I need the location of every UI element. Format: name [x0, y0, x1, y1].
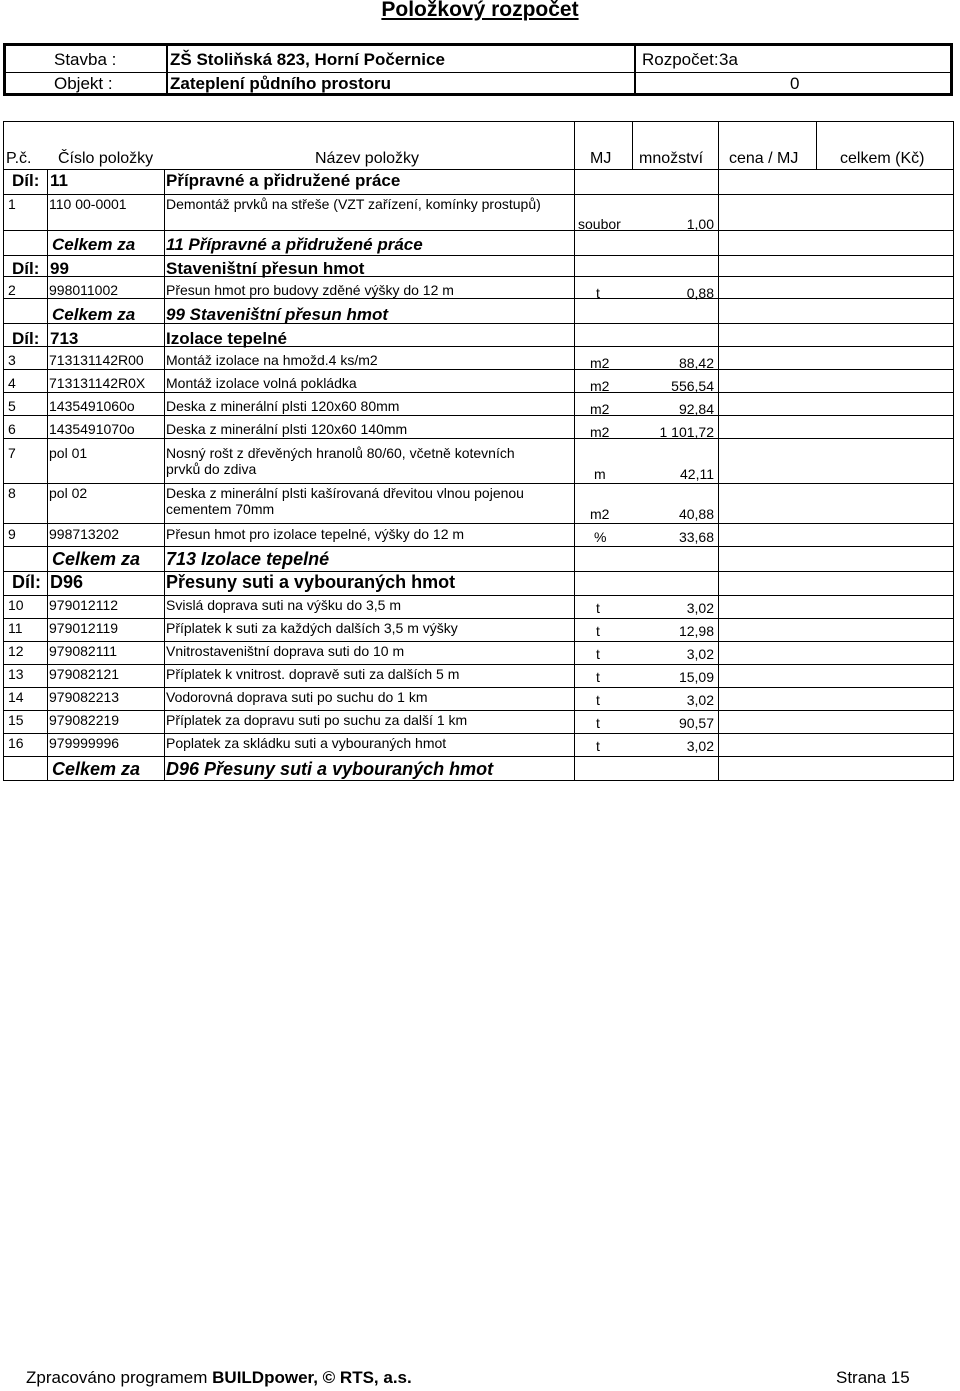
item-name-line2: prvků do zdiva	[166, 461, 257, 477]
item-qty: 42,11	[680, 466, 714, 482]
section-dil-label: Díl:	[12, 171, 40, 190]
item-name: Přesun hmot pro budovy zděné výšky do 12 m	[166, 282, 454, 298]
section-dil-label: Díl:	[12, 572, 41, 592]
item-qty: 40,88	[678, 506, 714, 522]
item-name: Deska z minerální plsti 120x60 80mm	[166, 398, 400, 414]
footer-page-number: Strana 15	[836, 1368, 910, 1387]
item-mj: soubor	[578, 216, 621, 232]
item-mj: m2	[590, 401, 610, 417]
item-code: 998713202	[49, 526, 120, 542]
item-qty: 0,88	[686, 285, 714, 301]
item-pc: 3	[8, 352, 16, 368]
footer-copyright: © RTS, a.s.	[322, 1368, 412, 1387]
section-total-name: 11 Přípravné a přidružené práce	[166, 235, 423, 254]
item-mj: m2	[590, 378, 610, 394]
item-name: Poplatek za skládku suti a vybouraných hmot	[166, 735, 447, 751]
page-title: Položkový rozpočet	[381, 0, 579, 21]
item-pc: 12	[8, 643, 24, 659]
item-qty: 88,42	[678, 355, 714, 371]
item-mj: t	[596, 623, 600, 639]
item-mj: m2	[590, 424, 610, 440]
item-code: pol 01	[49, 445, 88, 461]
col-header-cislo: Číslo položky	[58, 150, 154, 167]
item-mj: t	[596, 285, 600, 301]
footer-credit	[26, 1368, 412, 1388]
item-pc: 11	[8, 620, 23, 636]
item-code: 979012112	[49, 597, 119, 613]
item-qty: 3,02	[686, 600, 714, 616]
section-total-label: Celkem za	[52, 549, 141, 569]
item-qty: 33,68	[678, 529, 714, 545]
project-header	[3, 43, 953, 96]
item-qty: 15,09	[678, 669, 714, 685]
section-code: 11	[50, 171, 68, 190]
item-code: 979082219	[49, 712, 120, 728]
item-code: 979999996	[49, 735, 120, 751]
rozpocet-label: Rozpočet:	[642, 50, 719, 69]
section-total-name: D96 Přesuny suti a vybouraných hmot	[166, 759, 494, 779]
section-code: 713	[50, 329, 79, 348]
item-qty: 92,84	[678, 401, 714, 417]
section-code: 99	[50, 259, 69, 278]
item-mj: m	[594, 466, 606, 482]
item-name: Demontáž prvků na střeše (VZT zařízení, komínky prostupů)	[166, 196, 541, 212]
item-qty: 556,54	[671, 378, 714, 394]
col-header-mj: MJ	[590, 150, 612, 167]
item-mj: t	[596, 669, 600, 685]
item-pc: 1	[8, 196, 16, 212]
section-name: Izolace tepelné	[166, 329, 287, 348]
section-dil-label: Díl:	[12, 259, 40, 278]
item-name: Montáž izolace volná pokládka	[166, 375, 357, 391]
section-total-label: Celkem za	[52, 305, 136, 324]
item-pc: 15	[8, 712, 24, 728]
objekt-value: Zateplení půdního prostoru	[170, 74, 391, 93]
section-code: D96	[50, 572, 84, 592]
item-pc: 16	[8, 735, 24, 751]
item-qty: 3,02	[686, 646, 714, 662]
col-header-cena: cena / MJ	[729, 150, 799, 167]
item-pc: 8	[8, 485, 16, 501]
item-qty: 1 101,72	[659, 424, 714, 440]
item-pc: 2	[8, 282, 16, 298]
item-name: Deska z minerální plsti kašírovaná dřevitou vlnou pojenou	[166, 485, 524, 501]
item-code: 998011002	[49, 282, 119, 298]
item-pc: 10	[8, 597, 24, 613]
item-code: 713131142R00	[49, 352, 144, 368]
item-mj: m2	[590, 355, 610, 371]
item-name: Nosný rošt z dřevěných hranolů 80/60, včetně kotevních	[166, 445, 515, 461]
section-dil-label: Díl:	[12, 329, 40, 348]
col-header-pc: P.č.	[6, 150, 32, 167]
item-code: pol 02	[49, 485, 88, 501]
item-qty: 90,57	[678, 715, 714, 731]
item-qty: 1,00	[686, 216, 714, 232]
section-total-label: Celkem za	[52, 235, 136, 254]
objekt-label: Objekt :	[54, 74, 113, 93]
item-pc: 9	[8, 526, 16, 542]
section-total-name: 713 Izolace tepelné	[166, 549, 330, 569]
item-mj: t	[596, 692, 600, 708]
item-pc: 13	[8, 666, 24, 682]
item-pc: 7	[8, 445, 16, 461]
item-name: Deska z minerální plsti 120x60 140mm	[166, 421, 408, 437]
section-total-label: Celkem za	[52, 759, 141, 779]
item-qty: 3,02	[686, 738, 714, 754]
item-code: 979082111	[49, 643, 117, 659]
col-header-nazev: Název položky	[315, 150, 420, 167]
section-name: Přesuny suti a vybouraných hmot	[166, 572, 456, 592]
rozpocet-value: 3a	[719, 50, 738, 69]
item-mj: t	[596, 715, 600, 731]
item-mj: %	[594, 529, 607, 545]
item-mj: t	[596, 600, 600, 616]
item-name: Svislá doprava suti na výšku do 3,5 m	[166, 597, 402, 613]
item-name: Přesun hmot pro izolace tepelné, výšky do 12 m	[166, 526, 465, 542]
item-name: Příplatek k suti za každých dalších 3,5 m výšky	[166, 620, 458, 636]
stavba-label: Stavba :	[54, 50, 117, 69]
footer-program: BUILDpower,	[212, 1368, 318, 1387]
item-pc: 14	[8, 689, 24, 705]
item-mj: t	[596, 646, 600, 662]
footer-prefix: Zpracováno programem	[26, 1368, 213, 1387]
item-pc: 6	[8, 421, 16, 437]
item-code: 979082213	[49, 689, 120, 705]
item-code: 979012119	[49, 620, 119, 636]
item-name-line2: cementem 70mm	[166, 501, 275, 517]
item-pc: 4	[8, 375, 16, 391]
item-name: Montáž izolace na hmožd.4 ks/m2	[166, 352, 378, 368]
item-name: Příplatek za dopravu suti po suchu za další 1 km	[166, 712, 468, 728]
section-name: Přípravné a přidružené práce	[166, 171, 401, 190]
item-code: 713131142R0X	[49, 375, 146, 391]
item-name: Vnitrostaveništní doprava suti do 10 m	[166, 643, 405, 659]
item-pc: 5	[8, 398, 16, 414]
col-header-celkem: celkem (Kč)	[840, 150, 925, 167]
item-code: 979082121	[49, 666, 120, 682]
col-header-mnozstvi: množství	[639, 150, 704, 167]
item-name: Vodorovná doprava suti po suchu do 1 km	[166, 689, 428, 705]
objekt-count: 0	[790, 74, 800, 93]
item-qty: 3,02	[686, 692, 714, 708]
section-total-name: 99 Staveništní přesun hmot	[166, 305, 388, 324]
item-mj: m2	[590, 506, 610, 522]
section-name: Staveništní přesun hmot	[166, 259, 365, 278]
item-qty: 12,98	[678, 623, 714, 639]
item-mj: t	[596, 738, 600, 754]
item-code: 1435491070o	[49, 421, 135, 437]
item-code: 1435491060o	[49, 398, 135, 414]
item-name: Příplatek k vnitrost. dopravě suti za dalších 5 m	[166, 666, 460, 682]
stavba-value: ZŠ Stoliňská 823, Horní Počernice	[170, 50, 445, 69]
item-code: 110 00-0001	[49, 196, 127, 212]
